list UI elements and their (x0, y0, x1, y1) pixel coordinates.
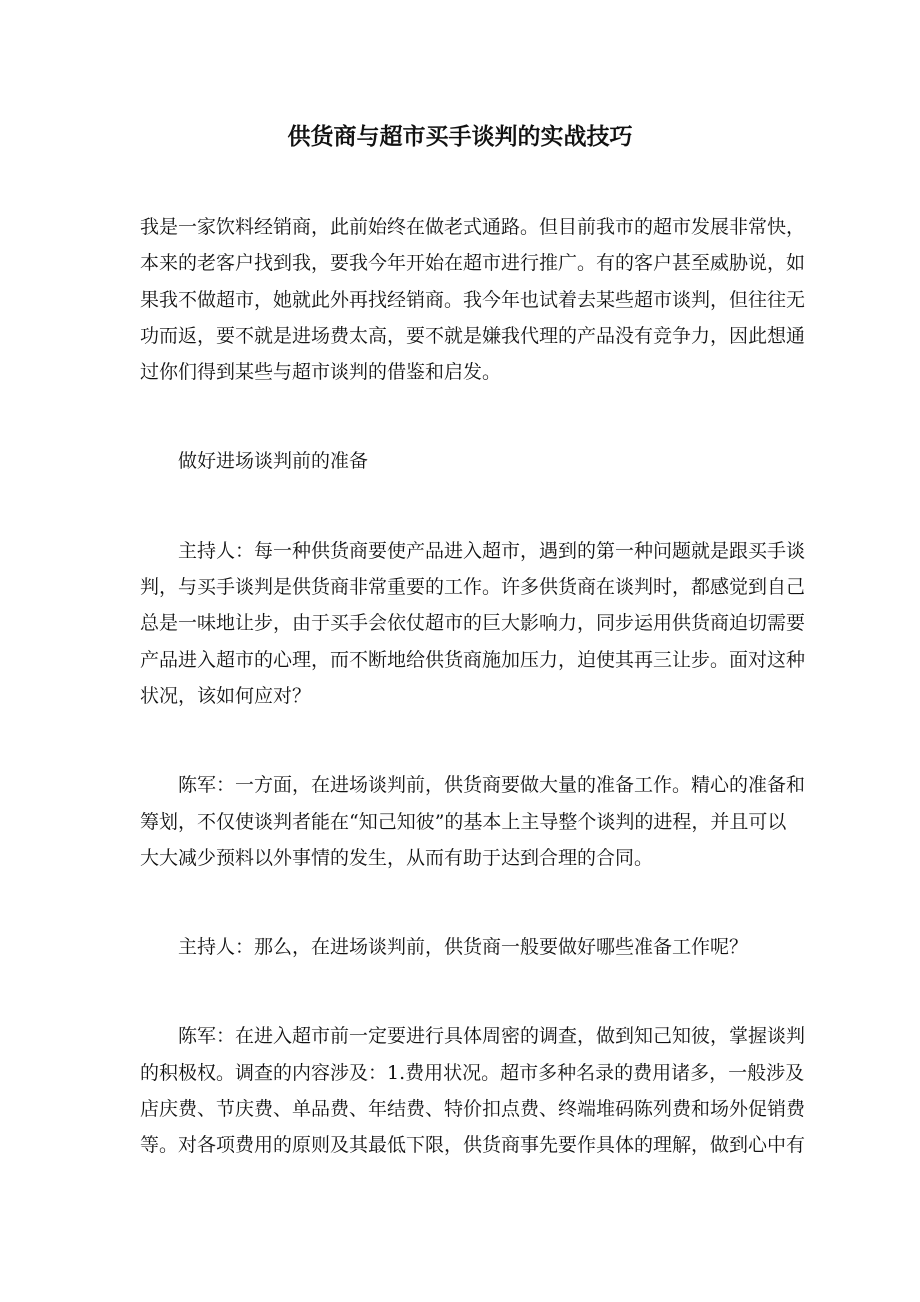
text-line: 主持人：每一种供货商要使产品进入超市，遇到的第一种问题就是跟买手谈 (178, 539, 806, 562)
text-line: 主持人：那么，在进场谈判前，供货商一般要做好哪些准备工作呢？ (178, 936, 749, 959)
text-line: 我是一家饮料经销商，此前始终在做老式通路。但目前我市的超市发展非常快， (140, 216, 806, 238)
paragraph (140, 533, 806, 714)
text-line: 本来的老客户找到我，要我今年开始在超市进行推广。有的客户甚至威胁说，如 (140, 252, 806, 275)
paragraph (140, 929, 780, 965)
paragraph (140, 209, 806, 390)
text-line: 总是一味地让步，由于买手会依仗超市的巨大影响力，同步运用供货商迫切需要 (140, 612, 806, 635)
text-line: 判，与买手谈判是供货商非常重要的工作。许多供货商在谈判时，都感觉到自己 (140, 576, 806, 599)
text-line: 过你们得到某些与超市谈判的借鉴和启发。 (140, 361, 502, 384)
text-line: 做好进场谈判前的准备 (178, 450, 369, 473)
text-line: 功而返，要不就是进场费太高，要不就是嫌我代理的产品没有竞争力，因此想通 (140, 324, 806, 347)
text-line: 陈军：在进入超市前一定要进行具体周密的调查，做到知己知彼，掌握谈判 (178, 1025, 806, 1048)
text-line: 店庆费、节庆费、单品费、年结费、特价扣点费、终端堆码陈列费和场外促销费 (140, 1098, 806, 1121)
document-title: 供货商与超市买手谈判的实战技巧 (287, 123, 633, 150)
text-line: 产品进入超市的心理，而不断地给供货商施加压力，迫使其再三让步。面对这种 (140, 648, 806, 671)
document-body (140, 209, 806, 1217)
paragraph (140, 1018, 806, 1163)
text-line: 状况，该如何应对？ (140, 684, 312, 707)
text-line: 果我不做超市，她就此外再找经销商。我今年也试着去某些超市谈判，但往往无 (140, 288, 806, 311)
paragraph (140, 767, 806, 876)
text-line: 陈军：一方面，在进场谈判前，供货商要做大量的准备工作。精心的准备和 (178, 774, 806, 797)
text-line: 大大减少预料以外事情的发生，从而有助于达到合理的合同。 (140, 846, 654, 869)
section-heading (140, 443, 780, 479)
text-line: 的积极权。调查的内容涉及：1.费用状况。超市多种名录的费用诸多，一般涉及 (140, 1061, 805, 1084)
text-line: 等。对各项费用的原则及其最低下限，供货商事先要作具体的理解，做到心中有 (140, 1134, 806, 1157)
text-line: 筹划，不仅使谈判者能在“知己知彼”的基本上主导整个谈判的进程，并且可以 (140, 810, 787, 833)
